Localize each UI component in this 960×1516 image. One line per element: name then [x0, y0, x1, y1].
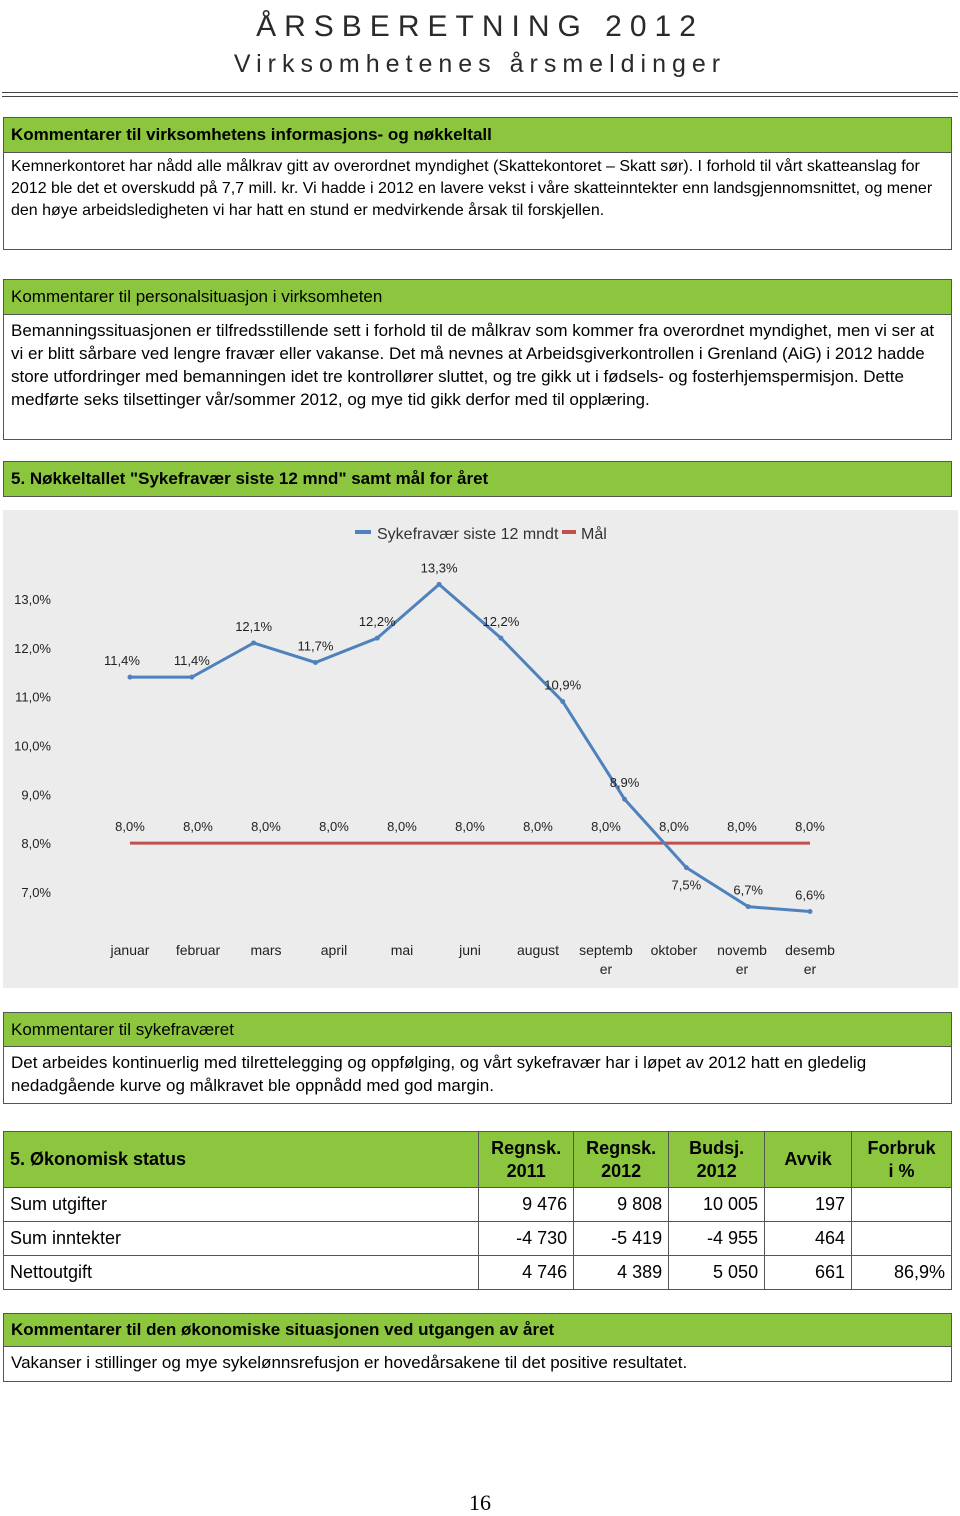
actual-data-label: 11,7% [297, 638, 334, 654]
cell-regnsk-2012: -5 419 [574, 1222, 669, 1256]
y-tick-label: 10,0% [14, 738, 51, 754]
info-comment-box [3, 117, 952, 250]
actual-point [375, 636, 380, 641]
col-forbruk: Forbruk i % [852, 1132, 952, 1188]
y-tick-label: 11,0% [15, 689, 51, 705]
cell-regnsk-2012: 9 808 [574, 1188, 669, 1222]
cell-avvik: 197 [765, 1188, 852, 1222]
y-tick-label: 12,0% [14, 640, 51, 656]
chart-section-heading: 5. Nøkkeltallet "Sykefravær siste 12 mnd" samt mål for året [3, 461, 952, 497]
y-tick-label: 7,0% [21, 885, 51, 900]
target-data-label: 8,0% [319, 819, 349, 835]
finance-title: 5. Økonomisk status [4, 1132, 479, 1188]
x-tick-label: juni [459, 942, 481, 958]
actual-point [251, 640, 256, 645]
row-label: Nettoutgift [4, 1256, 479, 1290]
table-row [4, 1256, 952, 1290]
cell-regnsk-2011: 4 746 [479, 1256, 574, 1290]
cell-avvik: 661 [765, 1256, 852, 1290]
table-row [4, 1188, 952, 1222]
personnel-comment-heading: Kommentarer til personalsituasjon i virksomheten [4, 280, 951, 315]
chart-section-box [3, 461, 952, 497]
actual-point [808, 909, 813, 914]
sick-leave-chart-panel [3, 510, 958, 988]
target-series [115, 819, 825, 843]
actual-point [498, 636, 503, 641]
row-label: Sum utgifter [4, 1188, 479, 1222]
col-budsj-2012: Budsj. 2012 [669, 1132, 765, 1188]
cell-avvik: 464 [765, 1222, 852, 1256]
cell-regnsk-2012: 4 389 [574, 1256, 669, 1290]
sick-comment-box [3, 1012, 952, 1104]
x-tick-label: mai [390, 942, 414, 958]
x-tick-label: novemb er [717, 942, 767, 977]
actual-data-label: 12,1% [235, 618, 273, 634]
actual-line [130, 584, 810, 911]
target-data-label: 8,0% [251, 819, 281, 835]
target-data-label: 8,0% [591, 819, 621, 835]
actual-data-label: 8,9% [609, 775, 640, 791]
cell-budsj-2012: -4 955 [669, 1222, 765, 1256]
actual-point [437, 582, 442, 587]
target-data-label: 8,0% [183, 819, 213, 835]
y-tick-label: 8,0% [21, 836, 51, 852]
info-comment-text: Kemnerkontoret har nådd alle målkrav gitt av overordnet myndighet (Skattekontoret – Skatt sør). I forhold til vårt skatteanslag for 2012 ble det et overskudd på 7,7 mill. kr. Vi hadde i 2012 en lavere vekst i våre skatteinntekter enn landsgjennomsnittet, og mener den høye arbeidsledigheten vi har hatt en stund er medvirkende årsak til forskjellen. [11, 158, 933, 219]
row-label: Sum inntekter [4, 1222, 479, 1256]
x-tick-label: septemb er [579, 942, 633, 977]
x-tick-label: desemb er [785, 942, 835, 977]
actual-series [104, 560, 825, 914]
personnel-comment-text: Bemanningssituasjonen er tilfredsstillende sett i forhold til de målkrav som kommer fra overordnet myndighet, men vi ser at vi er blitt sårbare ved lengre fravær eller vakanse. Det må nevnes at Arbeidsgiverkontrollen i Grenland (AiG) i 2012 hadde store utfordringer med bemanningen idet tre kontrollører sluttet, og tre gikk ut i fødsels- og fosterhjemspermisjon. Dette medførte seks tilsettinger vår/sommer 2012, og mye tid gikk derfor med til opplæring. [11, 321, 935, 409]
target-data-label: 8,0% [795, 819, 825, 835]
x-tick-label: februar [175, 942, 221, 958]
cell-forbruk [852, 1188, 952, 1222]
x-tick-label: april [320, 942, 348, 958]
info-comment-heading: Kommentarer til virksomhetens informasjons- og nøkkeltall [4, 118, 951, 153]
target-data-label: 8,0% [727, 819, 757, 835]
y-tick-label: 13,0% [14, 592, 51, 607]
cell-budsj-2012: 10 005 [669, 1188, 765, 1222]
report-title: ÅRSBERETNING 2012 [256, 10, 704, 43]
actual-data-label: 12,2% [358, 614, 396, 630]
table-row [4, 1222, 952, 1256]
cell-regnsk-2011: 9 476 [479, 1188, 574, 1222]
cell-forbruk: 86,9% [852, 1256, 952, 1290]
x-axis [110, 942, 836, 977]
finance-header-row [4, 1132, 952, 1188]
x-tick-label: januar [110, 942, 150, 958]
target-data-label: 8,0% [523, 819, 553, 835]
header-rule [2, 92, 958, 93]
personnel-comment-box [3, 279, 952, 440]
x-tick-label: august [516, 942, 560, 958]
cell-budsj-2012: 5 050 [669, 1256, 765, 1290]
header-rule-2 [2, 96, 958, 97]
actual-data-label: 7,5% [671, 877, 702, 893]
page-number: 16 [469, 1490, 491, 1515]
x-tick-label: mars [250, 942, 282, 958]
econ-comment-box [3, 1313, 952, 1382]
col-regnsk-2012: Regnsk. 2012 [574, 1132, 669, 1188]
legend-label-actual: Sykefravær siste 12 mndt [377, 526, 559, 543]
target-data-label: 8,0% [115, 819, 145, 835]
legend-label-target: Mål [581, 526, 607, 543]
actual-point [746, 904, 751, 909]
target-data-label: 8,0% [659, 819, 689, 835]
actual-point [684, 865, 689, 870]
y-axis [14, 592, 51, 900]
actual-point [622, 797, 627, 802]
y-tick-label: 9,0% [21, 787, 51, 803]
target-data-label: 8,0% [455, 819, 485, 835]
sick-comment-heading: Kommentarer til sykefraværet [4, 1013, 951, 1047]
actual-point [189, 675, 194, 680]
actual-point [313, 660, 318, 665]
actual-data-label: 10,9% [544, 677, 582, 693]
actual-point [560, 699, 565, 704]
sick-leave-chart [3, 510, 958, 988]
actual-data-label: 11,4% [104, 653, 140, 669]
sick-comment-text: Det arbeides kontinuerlig med tilrettelegging og oppfølging, og vårt sykefravær har i løpet av 2012 hatt en gledelig nedadgående kurve og målkravet ble oppnådd med god margin. [11, 1053, 867, 1095]
finance-table [3, 1131, 952, 1290]
actual-data-label: 6,7% [733, 882, 764, 898]
actual-data-label: 6,6% [795, 887, 825, 903]
actual-data-label: 12,2% [482, 614, 520, 630]
col-regnsk-2011: Regnsk. 2011 [479, 1132, 574, 1188]
actual-data-label: 11,4% [173, 653, 210, 669]
x-tick-label: oktober [650, 942, 698, 958]
actual-point [128, 675, 133, 680]
cell-forbruk [852, 1222, 952, 1256]
target-data-label: 8,0% [387, 819, 417, 835]
col-avvik: Avvik [765, 1132, 852, 1188]
actual-data-label: 13,3% [420, 560, 458, 576]
cell-regnsk-2011: -4 730 [479, 1222, 574, 1256]
chart-legend [355, 525, 607, 543]
econ-comment-text: Vakanser i stillinger og mye sykelønnsrefusjon er hovedårsakene til det positive resultatet. [11, 1353, 688, 1372]
econ-comment-heading: Kommentarer til den økonomiske situasjonen ved utgangen av året [4, 1314, 951, 1347]
report-subtitle: Virksomhetenes årsmeldinger [233, 50, 727, 78]
